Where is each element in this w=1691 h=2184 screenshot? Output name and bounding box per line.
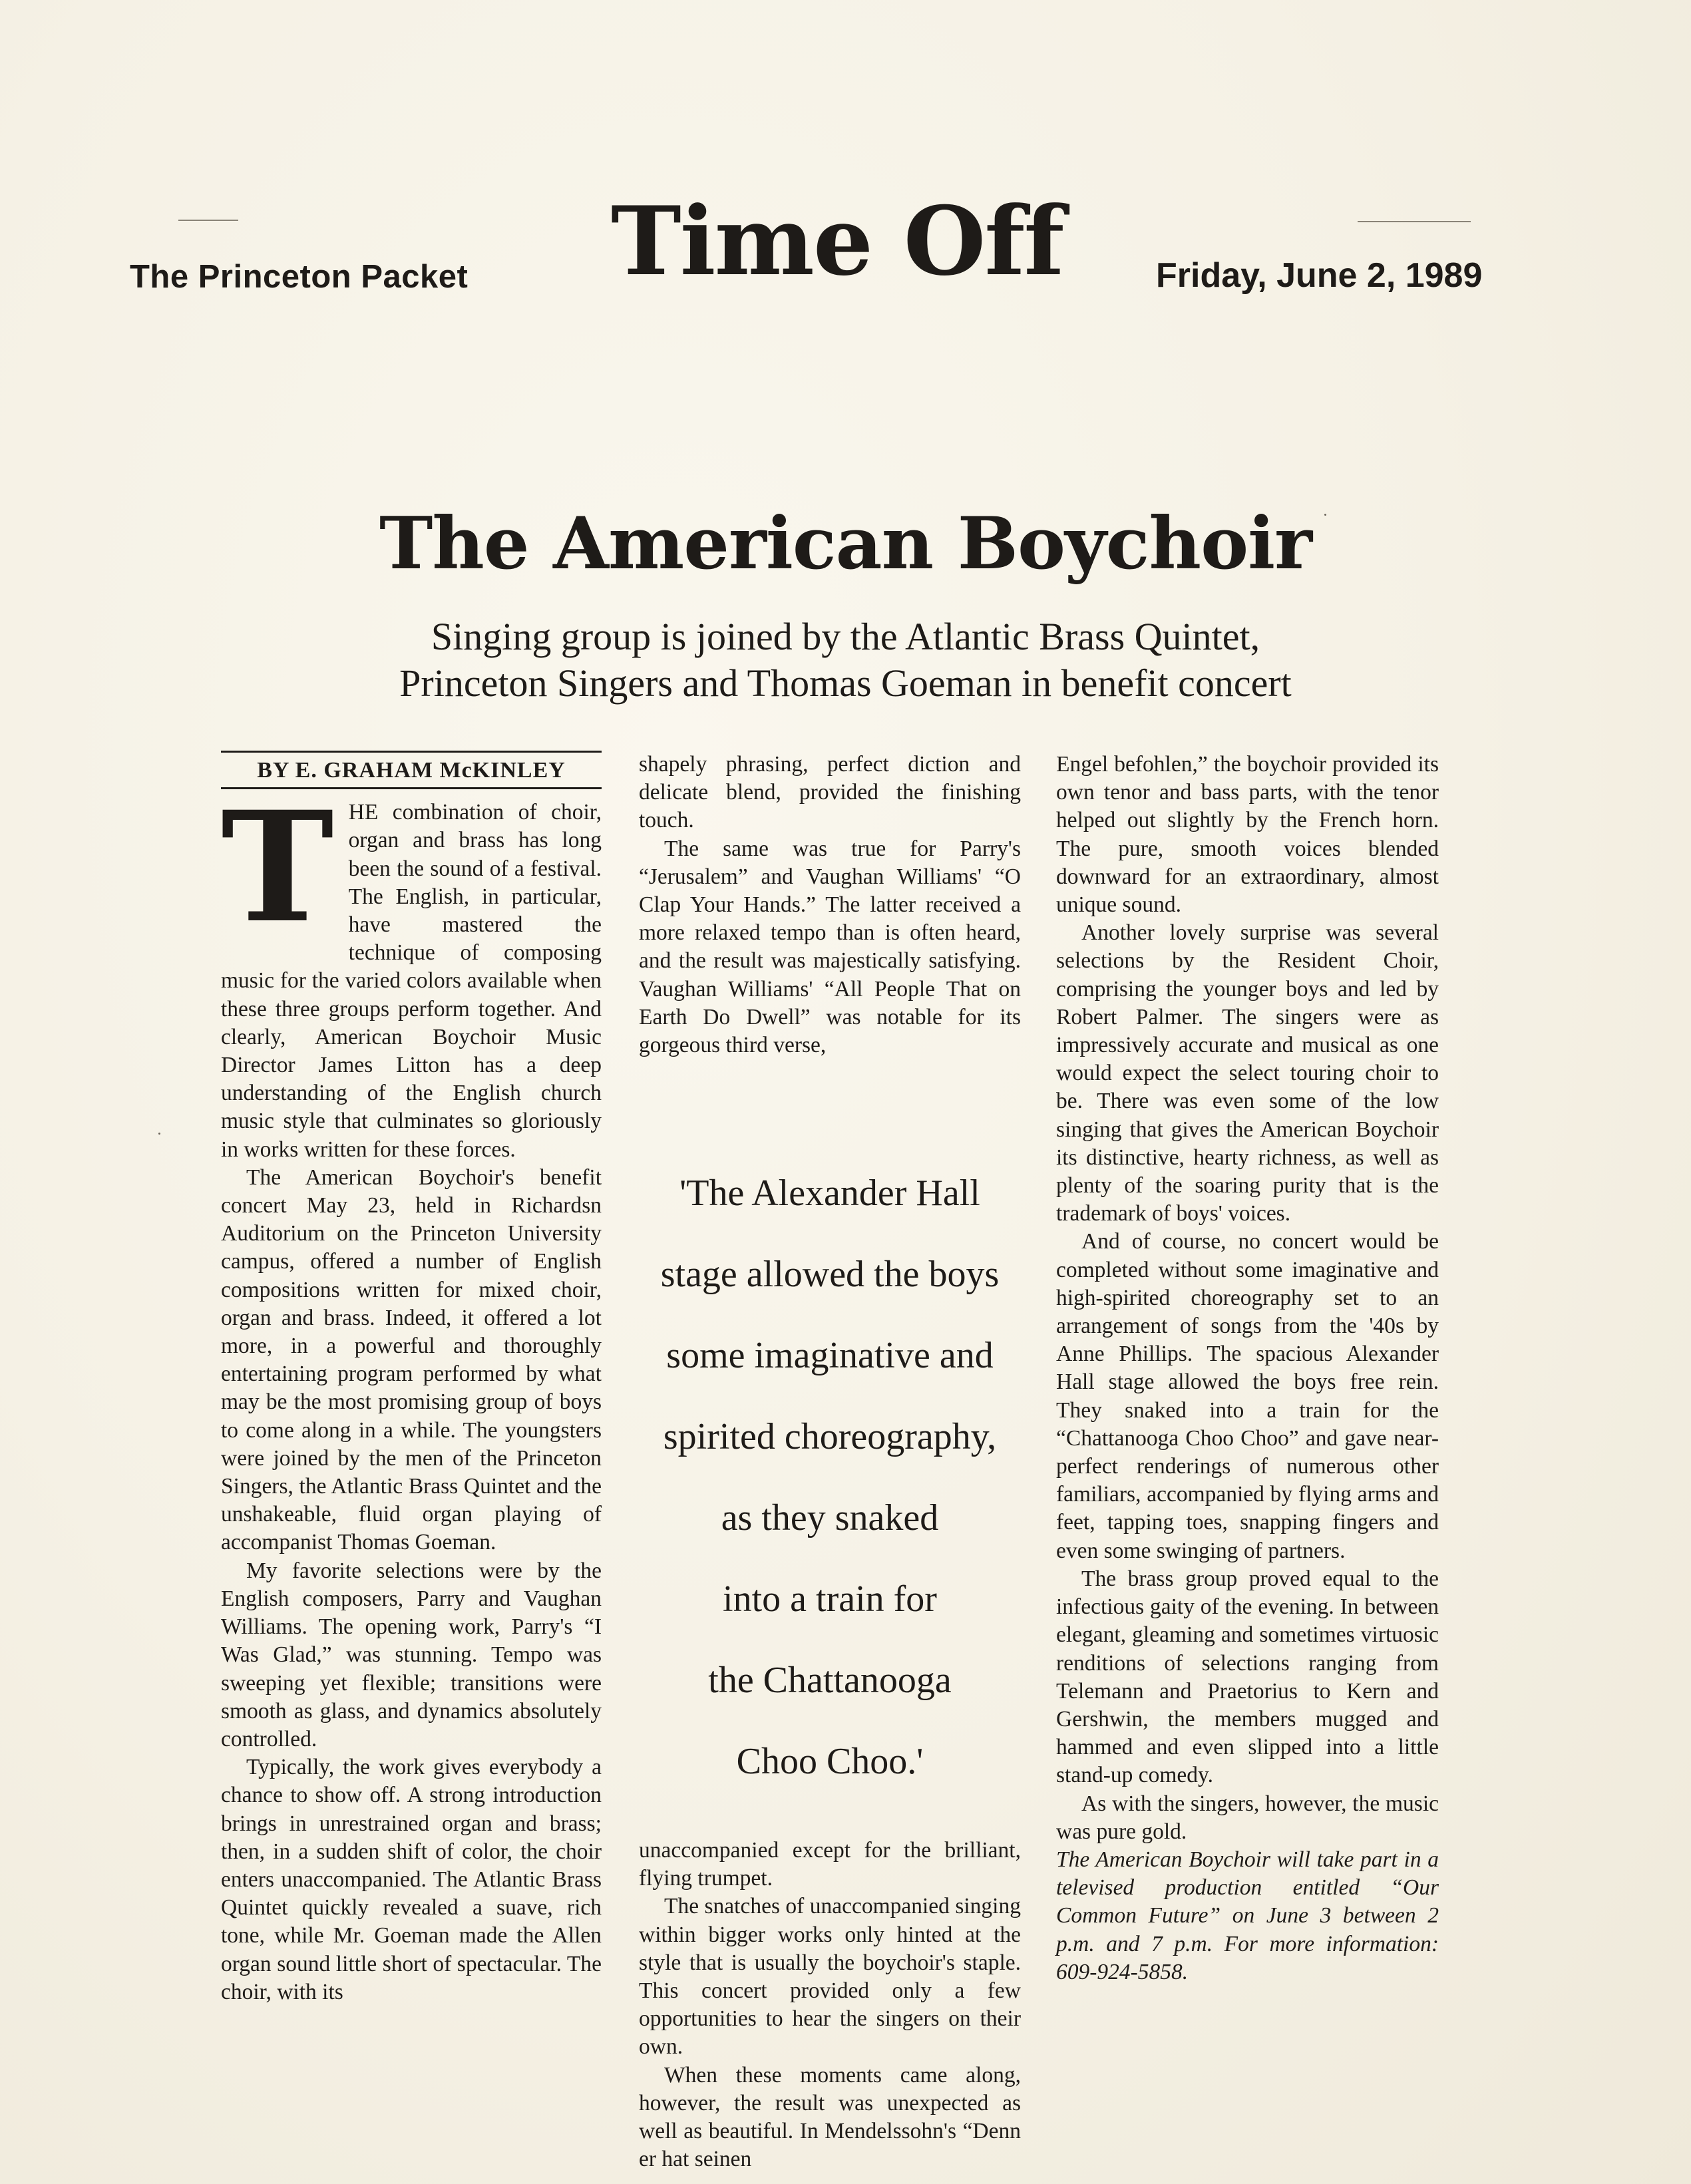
drop-cap: T <box>221 778 334 957</box>
pull-quote-line: the Chattanooga <box>708 1660 952 1701</box>
article-column-1 <box>221 751 602 2006</box>
pull-quote-line: 'The Alexander Hall <box>679 1173 980 1214</box>
subhead-line-1: Singing group is joined by the Atlantic Brass Quintet, <box>431 615 1260 658</box>
pull-quote-line: into a train for <box>723 1578 937 1620</box>
article-subhead <box>0 614 1691 707</box>
paragraph <box>221 778 602 1164</box>
paragraph: The same was true for Parry's “Jerusalem” and Vaughan Williams' “O Clap Your Hands.” The latter received a more relaxed tempo than is often heard, and the result was majestically satisfying. Vaughan Williams' “All People That on Earth Do Dwell” was notable for its gorgeous third verse, <box>639 836 1021 1058</box>
paragraph-text: HE combination of choir, organ and brass has long been the sound of a festival. The English, in particular, have mastered the technique of composing music for the varied colors available when these three groups perform together. And clearly, American Boychoir Music Director James Litton has a deep understanding of the English church music style that culminates so gloriously in works written for these forces. <box>221 800 602 1162</box>
issue-date: Friday, June 2, 1989 <box>1156 256 1483 295</box>
paragraph: My favorite selections were by the English composers, Parry and Vaughan Williams. The opening work, Parry's “I Was Glad,” was stunning. Tempo was sweeping yet flexible; transitions were smooth as glass, and dynamics absolutely controlled. <box>221 1558 602 1751</box>
paragraph: The American Boychoir's benefit concert May 23, held in Richardsn Auditorium on the Princeton University campus, offered a number of English compositions written for mixed choir, organ and brass. Indeed, it offered a lot more, in a powerful and thoroughly entertaining program performed by what may be the most promising group of boys to come along in a while. The youngsters were joined by the men of the Princeton Singers, the Atlantic Brass Quintet and the unshakeable, fluid organ playing of accompanist Thomas Goeman. <box>221 1165 602 1555</box>
masthead-rule-left <box>178 220 238 221</box>
pull-quote <box>639 1153 1021 1802</box>
paragraph: Another lovely surprise was several selections by the Resident Choir, comprising the younger boys and led by Robert Palmer. The singers were as impressively accurate and musical as one would expect the select touring choir to be. There was even some of the low singing that gives the American Boychoir its distinctive, hearty richness, as well as plenty of the soaring purity that is the trademark of boys' voices. <box>1056 920 1439 1226</box>
pull-quote-line: stage allowed the boys <box>660 1254 1000 1295</box>
article-column-3 <box>1056 751 1439 1986</box>
paper-speck <box>158 1133 160 1135</box>
pull-quote-line: some imaginative and <box>666 1335 994 1376</box>
paragraph: Typically, the work gives everybody a chance to show off. A strong introduction brings in unrestrained organ and brass; then, in a sudden shift of color, the choir enters unaccompanied. The Atlantic Brass Quintet quickly revealed a suave, rich tone, while Mr. Goeman made the Allen organ sound little short of spectacular. The choir, with its <box>221 1755 602 2004</box>
paper-speck <box>1324 514 1326 516</box>
pull-quote-line: Choo Choo.' <box>736 1741 924 1782</box>
publication-name: The Princeton Packet <box>130 259 469 295</box>
paragraph: unaccompanied except for the brilliant, flying trumpet. <box>639 1838 1021 1891</box>
pull-quote-line: spirited choreography, <box>663 1416 997 1457</box>
paragraph: The brass group proved equal to the infectious gaity of the evening. In between elegant, gleaming and sometimes virtuosic renditions of selections ranging from Telemann and Praetorius to Kern and Gershwin, the members mugged and hammed and even slipped into a little stand-up comedy. <box>1056 1566 1439 1788</box>
paragraph: When these moments came along, however, the result was unexpected as well as beautiful. In Mendelssohn's “Denn er hat seinen <box>639 2062 1021 2172</box>
paragraph: shapely phrasing, perfect diction and delicate blend, provided the finishing touch. <box>639 752 1021 833</box>
pull-quote-line: as they snaked <box>721 1497 939 1539</box>
paragraph: And of course, no concert would be completed without some imaginative and high-spirited choreography set to an arrangement of songs from the '40s by Anne Phillips. The spacious Alexander Hall stage allowed the boys free rein. They snaked into a train for the “Chattanooga Choo Choo” and gave near-perfect renderings of numerous other familiars, accompanied by flying arms and feet, tapping toes, snapping fingers and even some swinging of partners. <box>1056 1229 1439 1563</box>
byline: BY E. GRAHAM McKINLEY <box>221 751 602 789</box>
paragraph: Engel befohlen,” the boychoir provided its own tenor and bass parts, with the tenor helped out slightly by the French horn. The pure, smooth voices blended downward for an extraordinary, almost unique sound. <box>1056 752 1439 918</box>
paragraph: The snatches of unaccompanied singing within bigger works only hinted at the style that is usually the boychoir's staple. This concert provided only a few opportunities to hear the singers on their own. <box>639 1894 1021 2060</box>
masthead-rule-right <box>1358 221 1471 222</box>
subhead-line-2: Princeton Singers and Thomas Goeman in benefit concert <box>399 661 1292 705</box>
event-note: The American Boychoir will take part in a televised production entitled “Our Common Future” on June 3 between 2 p.m. and 7 p.m. For more information: 609-924-5858. <box>1056 1847 1439 1984</box>
article-column-2-top <box>639 751 1021 1059</box>
article-headline: The American Boychoir <box>379 502 1312 586</box>
paragraph: As with the singers, however, the music was pure gold. <box>1056 1791 1439 1844</box>
section-title: Time Off <box>611 186 1063 297</box>
article-column-2-bottom <box>639 1837 1021 2173</box>
